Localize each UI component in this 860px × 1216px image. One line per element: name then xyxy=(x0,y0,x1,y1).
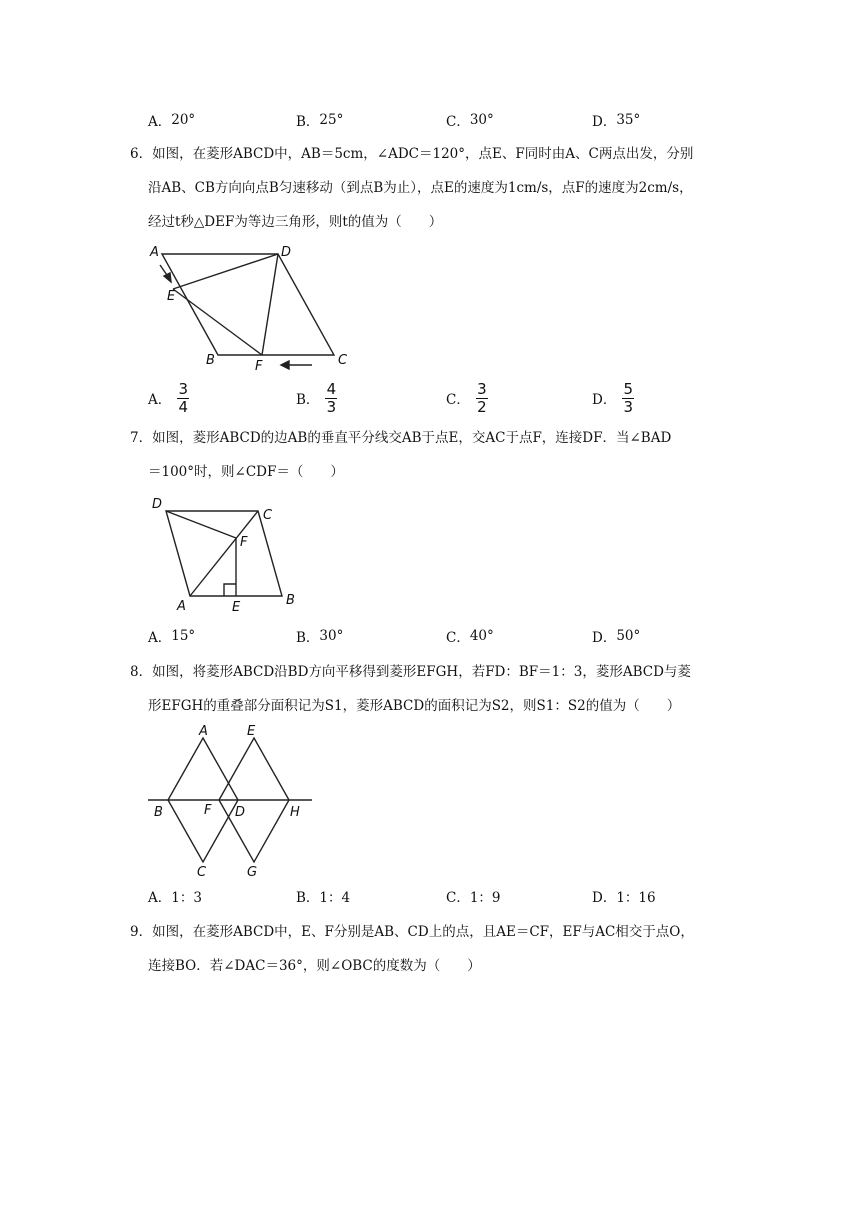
q8-option-a: A． 1：3 xyxy=(148,890,202,906)
q5-option-a: A． 20° xyxy=(148,112,196,130)
segment-df xyxy=(166,511,236,538)
label-e: E xyxy=(167,289,176,304)
q8-line1: 8．如图，将菱形ABCD沿BD方向平移得到菱形EFGH，若FD：BF＝1：3，菱形ABCD与菱 xyxy=(130,664,691,680)
label-d: D xyxy=(281,245,292,260)
segment-ef xyxy=(173,289,262,355)
label-f: F xyxy=(204,803,212,818)
q7-option-c: C． 40° xyxy=(446,628,494,646)
label-b: B xyxy=(206,353,215,368)
label-a: A xyxy=(150,245,159,260)
q8-option-c: C． 1：9 xyxy=(446,890,501,906)
q6-line1: 6．如图，在菱形ABCD中，AB＝5cm，∠ADC＝120°，点E、F同时由A、C两点出发，分别 xyxy=(130,146,694,162)
q7-option-d: D． 50° xyxy=(592,628,641,646)
arrow-cf-head xyxy=(281,361,289,369)
label-d: D xyxy=(235,805,246,820)
q7-option-a: A． 15° xyxy=(148,628,196,646)
label-g: G xyxy=(247,865,258,880)
label-a: A xyxy=(177,599,186,614)
q6-option-d: D． $\frac{5}{3}$ xyxy=(592,379,634,416)
q6-option-b: B． $\frac{4}{3}$ xyxy=(296,379,337,416)
q7-figure xyxy=(140,492,310,617)
q7-line2: ＝100°时，则∠CDF＝（ ） xyxy=(148,464,344,480)
label-b: B xyxy=(154,805,163,820)
segment-df xyxy=(262,254,278,355)
q9-line2: 连接BO．若∠DAC＝36°，则∠OBC的度数为（ ） xyxy=(148,958,481,974)
q6-option-a: A． $\frac{3}{4}$ xyxy=(148,379,189,416)
label-b: B xyxy=(286,593,295,608)
q6-line2: 沿AB、CB方向向点B匀速移动（到点B为止），点E的速度为1cm/s，点F的速度为2cm/s， xyxy=(148,180,693,196)
label-d: D xyxy=(152,497,163,512)
q5-option-d: D． 35° xyxy=(592,112,641,130)
arrow-ae-head xyxy=(164,273,171,282)
label-e: E xyxy=(232,600,241,615)
q8-option-b: B． 1：4 xyxy=(296,890,351,906)
q7-line1: 7．如图，菱形ABCD的边AB的垂直平分线交AB于点E，交AC于点F，连接DF．当∠BAD xyxy=(130,430,672,446)
label-c: C xyxy=(263,508,273,523)
segment-ed xyxy=(173,254,278,289)
q8-option-d: D． 1：16 xyxy=(592,890,656,906)
label-e: E xyxy=(247,724,256,739)
label-c: C xyxy=(338,353,348,368)
q6-figure xyxy=(140,240,370,375)
rhombus-abcd xyxy=(162,254,334,355)
q6-line3: 经过t秒△DEF为等边三角形，则t的值为（ ） xyxy=(148,214,443,230)
label-f: F xyxy=(255,359,263,374)
q9-line1: 9．如图，在菱形ABCD中，E、F分别是AB、CD上的点，且AE＝CF，EF与AC相交于点O， xyxy=(130,924,694,940)
q5-option-b: B． 25° xyxy=(296,112,344,130)
label-a: A xyxy=(199,724,208,739)
q7-option-b: B． 30° xyxy=(296,628,344,646)
label-f: F xyxy=(240,535,248,550)
q6-option-c: C． $\frac{3}{2}$ xyxy=(446,379,487,416)
q8-line2: 形EFGH的重叠部分面积记为S1，菱形ABCD的面积记为S2，则S1：S2的值为（ ） xyxy=(148,698,681,714)
q8-figure xyxy=(140,722,320,882)
q5-option-c: C． 30° xyxy=(446,112,494,130)
right-angle-mark xyxy=(224,584,236,596)
label-h: H xyxy=(290,805,300,820)
label-c: C xyxy=(197,865,207,880)
